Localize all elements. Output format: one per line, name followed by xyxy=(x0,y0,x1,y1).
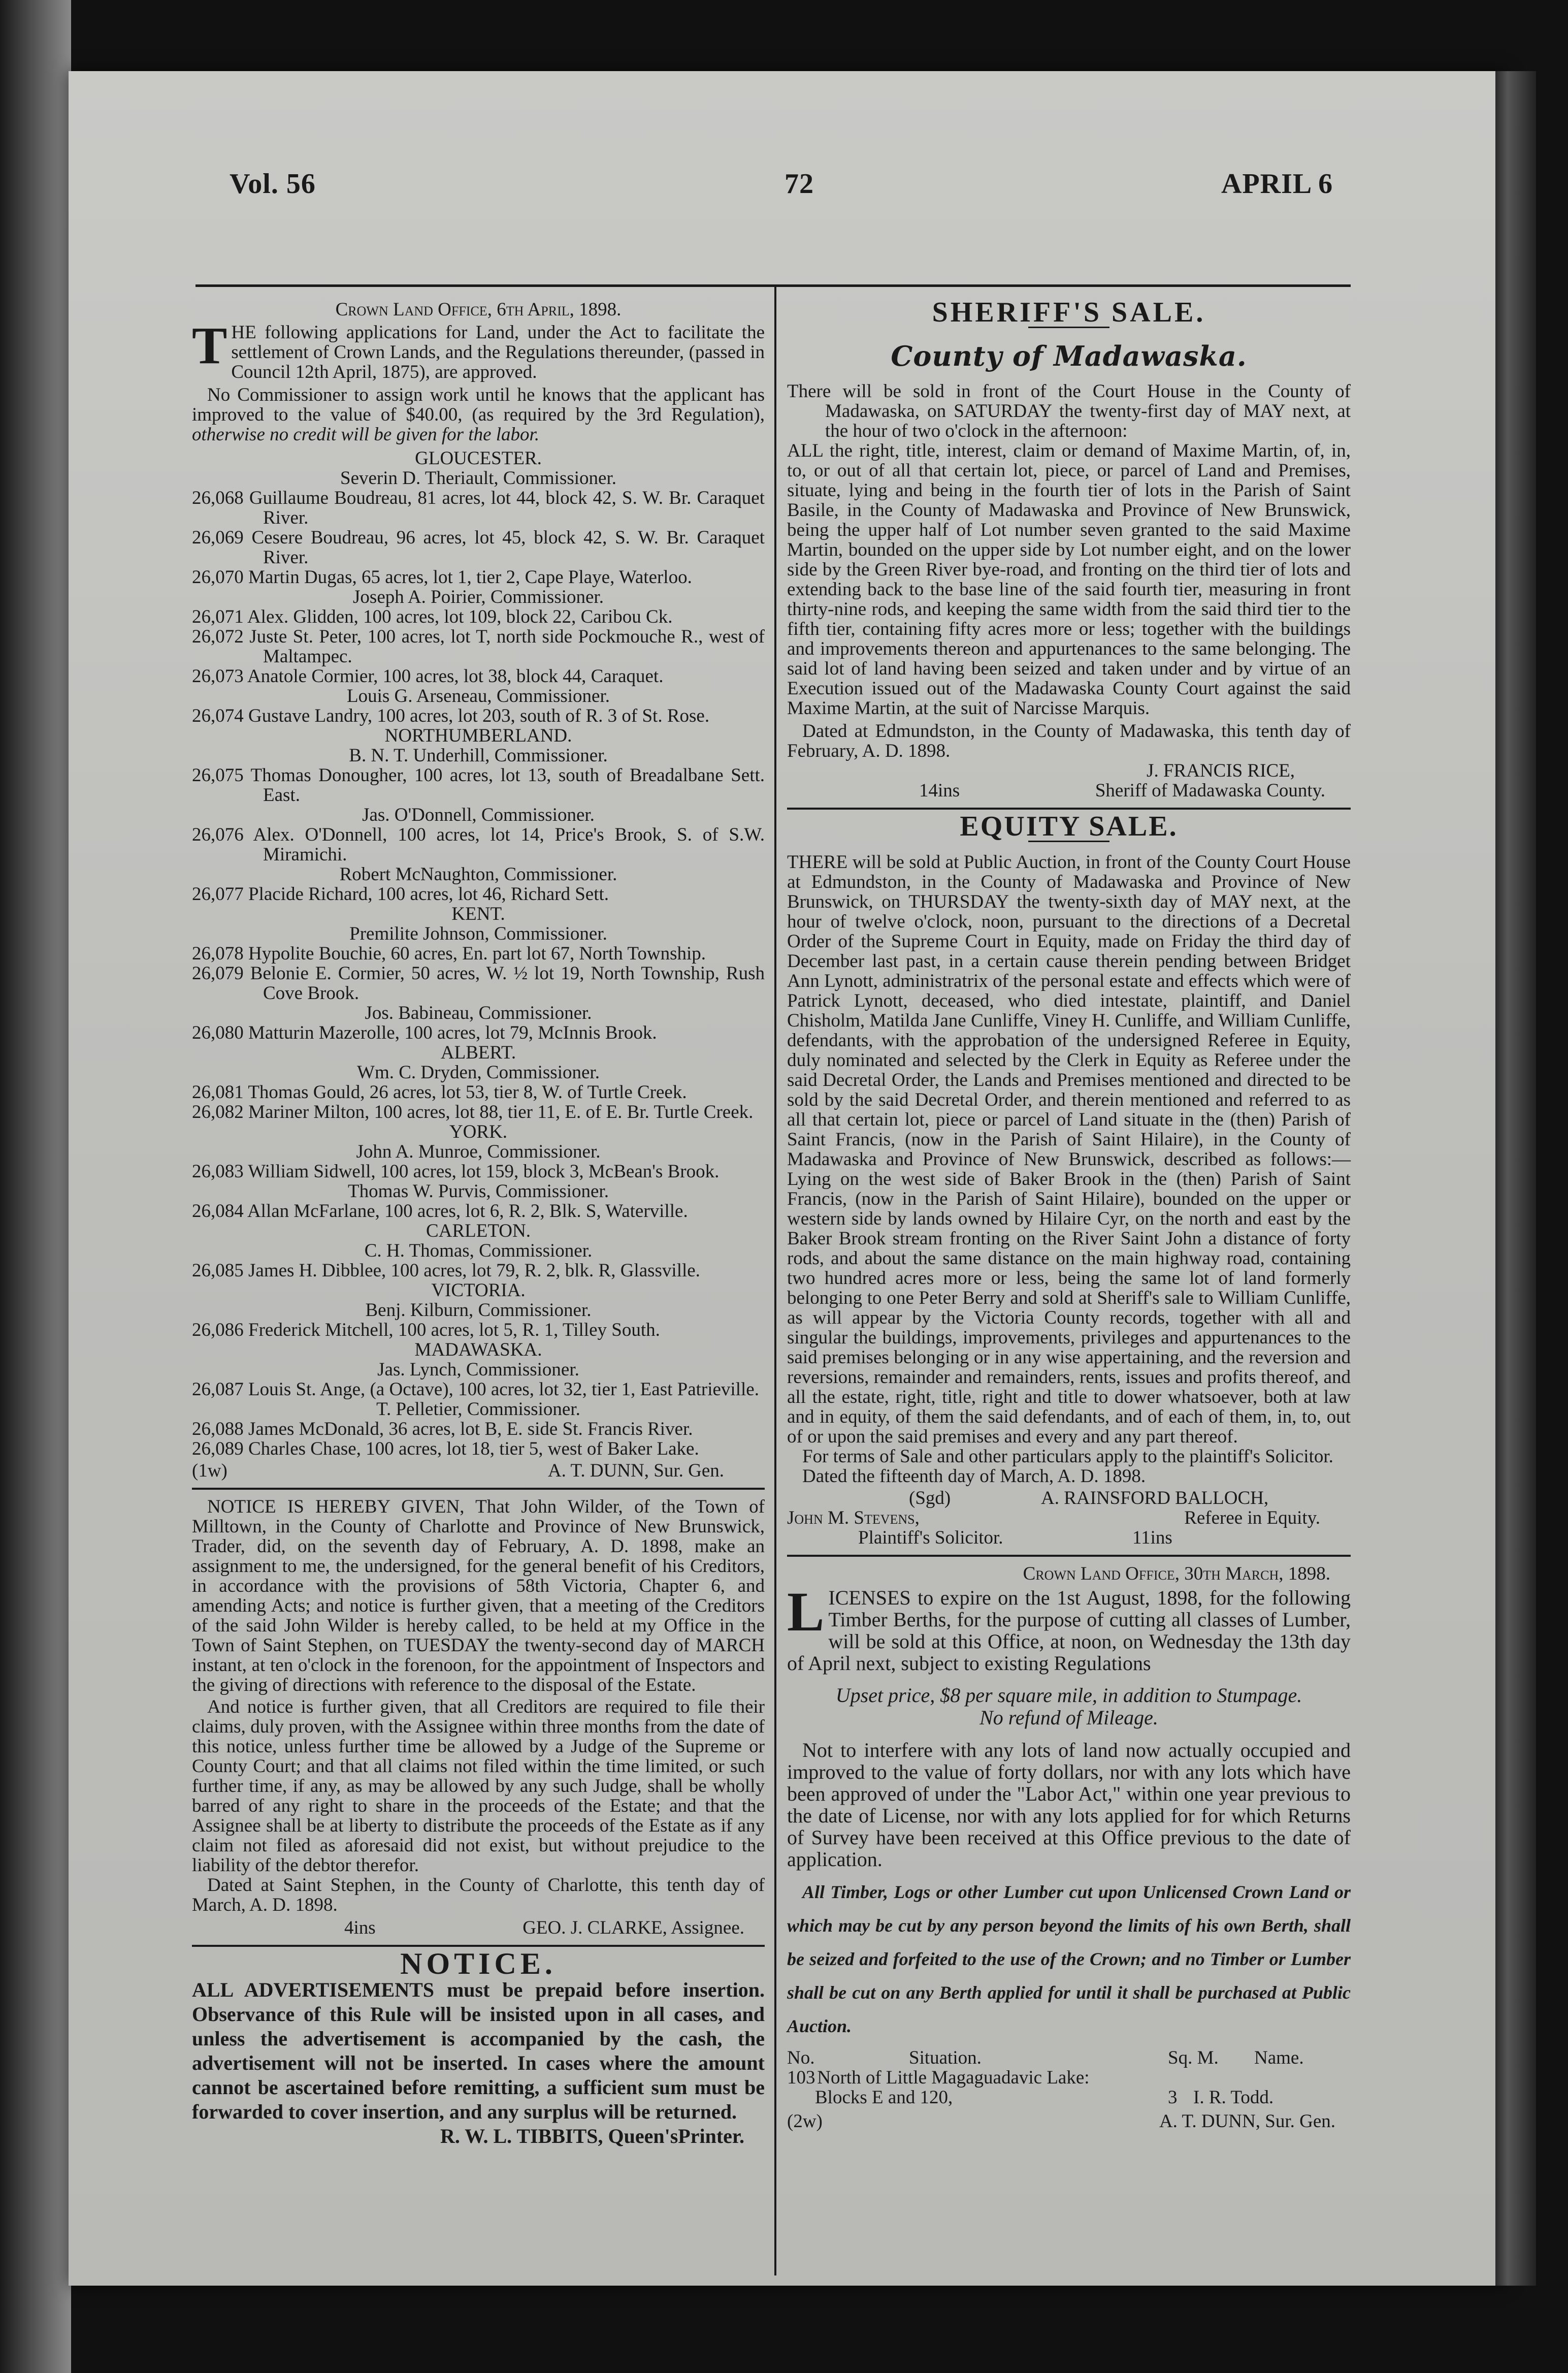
berth-name: I. R. Todd. xyxy=(1193,2087,1274,2108)
timber-intro xyxy=(787,1581,1351,1675)
land-application-entry: 26,081 Thomas Gould, 26 acres, lot 53, tier 8, W. of Turtle Creek. xyxy=(192,1082,687,1103)
equity-sale xyxy=(787,811,1351,1548)
scan-left-edge xyxy=(0,0,71,2373)
crown-land-timber-licenses xyxy=(787,1564,1351,2131)
sheriffs-sale-footer xyxy=(787,781,1351,800)
county-name: YORK. xyxy=(449,1121,508,1142)
col-no: No. xyxy=(787,2047,815,2068)
land-application-entry: 26,072 Juste St. Peter, 100 acres, lot T, north side Pockmouche R., west of Maltampec. xyxy=(192,626,765,667)
land-application-entry: 26,086 Frederick Mitchell, 100 acres, lot 5, R. 1, Tilley South. xyxy=(192,1320,660,1340)
drop-cap: T xyxy=(192,316,227,375)
section-rule xyxy=(787,1555,1351,1557)
col-sqm: Sq. M. xyxy=(1168,2047,1219,2068)
land-application-entry: 26,074 Gustave Landry, 100 acres, lot 203, south of R. 3 of St. Rose. xyxy=(192,706,710,726)
commissioner-name: Louis G. Arseneau, Commissioner. xyxy=(347,686,610,707)
crown-land-dateline: Crown Land Office, 6th April, 1898. xyxy=(335,299,622,320)
land-application-entry: 26,076 Alex. O'Donnell, 100 acres, lot 14, Price's Brook, S. of S.W. Miramichi. xyxy=(192,824,765,865)
signed-mark: (Sgd) xyxy=(909,1488,951,1509)
land-application-entry: 26,082 Mariner Milton, 100 acres, lot 88, tier 11, E. of E. Br. Turtle Creek. xyxy=(192,1102,754,1123)
equity-sale-title: EQUITY SALE. xyxy=(960,811,1178,842)
timber-intro-text: ICENSES to expire on the 1st August, 1898, for the following Timber Berths, for the purpose of cutting all classes of Lumber, will be sold at this Office, at noon, on Wednesday the 13th day of April next, subject to existing Regulations xyxy=(787,1586,1351,1675)
land-application-entry: 26,071 Alex. Glidden, 100 acres, lot 109, block 22, Caribou Ck. xyxy=(192,606,673,627)
county-name: KENT. xyxy=(451,904,505,924)
land-application-entry: 26,088 James McDonald, 36 acres, lot B, E. side St. Francis River. xyxy=(192,1419,693,1439)
berth-situation: North of Little Magaguadavic Lake: xyxy=(817,2067,1090,2088)
col-name: Name. xyxy=(1254,2047,1304,2068)
referee-line xyxy=(787,1488,1351,1508)
wilder-notice-para-1: NOTICE IS HEREBY GIVEN, That John Wilder, of the Town of Milltown, in the County of Charlotte and Province of New Brunswick, Trader, did, on the seventh day of February, A. D. 1898, make an assignment to me, the undersigned, for the general benefit of his Creditors, in accordance with the provisions of 58th Victoria, Chapter 6, and amending Acts; and notice is further given, that a meeting of the Creditors of the said John Wilder is hereby called, to be held at my Office in the Town of Saint Stephen, on TUESDAY the twenty-second day of MARCH instant, at ten o'clock in the forenoon, for the appointment of Inspectors and the giving of directions with reference to the disposal of the Estate. xyxy=(192,1496,765,1695)
scan-right-edge xyxy=(1495,71,1536,2286)
county-list xyxy=(192,448,765,1459)
timber-dateline: Crown Land Office, 30th March, 1898. xyxy=(1023,1563,1330,1584)
crown-land-intro xyxy=(192,316,765,382)
land-application-entry: 26,075 Thomas Donougher, 100 acres, lot 13, south of Breadalbane Sett. East. xyxy=(192,765,765,806)
commissioner-note xyxy=(192,385,765,444)
land-application-entry: 26,089 Charles Chase, 100 acres, lot 18, tier 5, west of Baker Lake. xyxy=(192,1438,699,1459)
notice-box xyxy=(192,1947,765,2147)
land-application-entry: 26,084 Allan McFarlane, 100 acres, lot 6, R. 2, Blk. S, Waterville. xyxy=(192,1201,688,1222)
left-column xyxy=(192,300,765,2146)
land-application-entry: 26,073 Anatole Cormier, 100 acres, lot 38, block 44, Caraquet. xyxy=(192,666,664,687)
commissioner-name: T. Pelletier, Commissioner. xyxy=(376,1399,580,1420)
land-application-entry: 26,085 James H. Dibblee, 100 acres, lot 79, R. 2, blk. R, Glassville. xyxy=(192,1260,700,1281)
berth-blocks: Blocks E and 120, xyxy=(815,2087,953,2108)
page-number: 72 xyxy=(785,168,814,200)
drop-cap: L xyxy=(787,1581,825,1643)
notice-body: ALL ADVERTISEMENTS must be prepaid before insertion. Observance of this Rule will be insisted upon in all cases, and unless the advertisement is accompanied by the cash, the advertisement will not be inserted. In cases where the amount cannot be ascertained before remitting, a sufficient sum must be forwarded to cover insertion, and any surplus will be returned. xyxy=(192,1978,765,2123)
sheriff-signature-title: Sheriff of Madawaska County. xyxy=(1095,780,1325,801)
county-name: GLOUCESTER. xyxy=(415,448,542,469)
commissioner-name: Benj. Kilburn, Commissioner. xyxy=(365,1300,592,1321)
commissioner-name: John A. Munroe, Commissioner. xyxy=(356,1141,601,1162)
solicitor-name: John M. Stevens, xyxy=(787,1508,920,1528)
commissioner-name: Jos. Babineau, Commissioner. xyxy=(365,1003,592,1023)
assignee-signature: GEO. J. CLARKE, Assignee. xyxy=(522,1917,744,1938)
wilder-assignment-notice xyxy=(192,1497,765,1938)
county-name: NORTHUMBERLAND. xyxy=(384,725,572,746)
crown-land-footer xyxy=(192,1461,765,1481)
berth-no: 103 xyxy=(787,2067,815,2088)
berth-table-row xyxy=(787,2068,1351,2107)
land-application-entry: 26,078 Hypolite Bouchie, 60 acres, En. part lot 67, North Township. xyxy=(192,943,706,964)
solicitor-title: Plaintiff's Solicitor. xyxy=(858,1527,1003,1548)
commissioner-name: Severin D. Theriault, Commissioner. xyxy=(340,468,616,489)
issue-date: APRIL 6 xyxy=(1221,168,1333,200)
land-application-entry: 26,068 Guillaume Boudreau, 81 acres, lot 44, block 42, S. W. Br. Caraquet River. xyxy=(192,488,765,528)
commissioner-name: Robert McNaughton, Commissioner. xyxy=(339,864,617,885)
insertion-mark: 4ins xyxy=(344,1917,376,1938)
equity-sale-terms: For terms of Sale and other particulars apply to the plaintiff's Solicitor. xyxy=(802,1446,1333,1467)
commissioner-name: Premilite Johnson, Commissioner. xyxy=(349,923,607,944)
land-application-entry: 26,079 Belonie E. Cormier, 50 acres, W. ½ lot 19, North Township, Rush Cove Brook. xyxy=(192,963,765,1004)
sheriffs-sale-body: ALL the right, title, interest, claim or demand of Maxime Martin, of, in, to, or out of all that certain lot, piece, or parcel of Land and Premises, situate, lying and being in the fourth tier of lots in the Parish of Saint Basile, in the County of Madawaska and Province of New Brunswick, being the upper half of Lot number seven granted to the said Maxime Martin, bounded on the upper side by Lot number eight, and on the lower side by the Green River bye-road, and fronting on the third tier of lots and extending back to the base line of the said fourth tier, measuring in front thirty-nine rods, and keeping the same width from the said third tier to the fifth tier, containing fifty acres more or less; together with the buildings and improvements thereon and appurtenances to the same belonging. The said lot of land having been seized and taken under and by virtue of an Execution issued out of the Madawaska County Court against the said Maxime Martin, at the suit of Narcisse Marquis. xyxy=(787,440,1351,719)
section-rule xyxy=(192,1488,765,1490)
wilder-notice-footer xyxy=(192,1918,765,1938)
sheriff-signature-name: J. FRANCIS RICE, xyxy=(1147,760,1295,781)
insertion-mark: (1w) xyxy=(192,1460,227,1481)
county-name: MADAWASKA. xyxy=(414,1339,542,1360)
sheriffs-sale xyxy=(787,297,1351,801)
land-application-entry: 26,070 Martin Dugas, 65 acres, lot 1, tier 2, Cape Playe, Waterloo. xyxy=(192,567,692,588)
commissioner-name: Wm. C. Dryden, Commissioner. xyxy=(357,1062,600,1083)
county-name: ALBERT. xyxy=(440,1042,516,1063)
commissioner-note-italic: otherwise no credit will be given for the labor. xyxy=(192,424,540,445)
col-situation: Situation. xyxy=(909,2047,982,2068)
commissioner-note-text: No Commissioner to assign work until he knows that the applicant has improved to the value of $40.00, (as required by the 3rd Regulation), xyxy=(192,384,765,425)
wilder-notice-para-2: And notice is further given, that all Creditors are required to file their claims, duly proven, with the Assignee within three months from the date of this notice, unless further time be allowed by a Judge of the Supreme or County Court; and that all claims not filed within the time limited, or such further time, if any, as may be allowed by any such Judge, shall be wholly barred of any right to share in the proceeds of the Estate; and that the Assignee shall be at liberty to distribute the proceeds of the Estate as if any claim not filed as aforesaid did not exist, but without prejudice to the liability of the debtor therefor. xyxy=(192,1696,765,1876)
timber-footer xyxy=(787,2111,1351,2131)
commissioner-name: Jas. O'Donnell, Commissioner. xyxy=(362,805,595,825)
commissioner-name: Thomas W. Purvis, Commissioner. xyxy=(348,1181,609,1202)
berth-table-header xyxy=(787,2048,1351,2068)
land-application-entry: 26,087 Louis St. Ange, (a Octave), 100 acres, lot 32, tier 1, East Patrieville. xyxy=(192,1379,759,1400)
unlicensed-timber-warning: All Timber, Logs or other Lumber cut upon Unlicensed Crown Land or which may be cut by any person beyond the limits of his own Berth, shall be seized and forfeited to the use of the Crown; and no Timber or Lumber shall be cut on any Berth applied for until it shall be purchased at Public Auction. xyxy=(787,1882,1351,2036)
commissioner-name: Joseph A. Poirier, Commissioner. xyxy=(353,587,604,607)
sheriffs-sale-dated: Dated at Edmundston, in the County of Madawaska, this tenth day of February, A. D. 1898. xyxy=(787,721,1351,761)
commissioner-name: C. H. Thomas, Commissioner. xyxy=(364,1240,593,1261)
volume-number: Vol. 56 xyxy=(230,168,316,200)
timber-conditions: Not to interfere with any lots of land now actually occupied and improved to the value of forty dollars, nor with any lots which have been approved of under the "Labor Act," within one year previous to the date of License, nor with any lots applied for for which Returns of Survey have been received at this Office previous to the date of application. xyxy=(787,1739,1351,1871)
county-heading: County of Madawaska. xyxy=(891,340,1247,372)
land-application-entry: 26,069 Cesere Boudreau, 96 acres, lot 45, block 42, S. W. Br. Caraquet River. xyxy=(192,527,765,568)
wilder-notice-dated: Dated at Saint Stephen, in the County of Charlotte, this tenth day of March, A. D. 1898. xyxy=(192,1875,765,1915)
surveyor-general-signature: A. T. DUNN, Sur. Gen. xyxy=(547,1460,724,1481)
commissioner-name: B. N. T. Underhill, Commissioner. xyxy=(349,745,608,766)
crown-land-intro-text: HE following applications for Land, under the Act to facilitate the settlement of Crown Lands, and the Regulations thereunder, (passed in Council 12th April, 1875), are approved. xyxy=(231,322,765,382)
no-refund: No refund of Mileage. xyxy=(979,1706,1158,1729)
solicitor-title-line xyxy=(787,1528,1351,1548)
equity-sale-dated: Dated the fifteenth day of March, A. D. 1898. xyxy=(802,1466,1146,1487)
commissioner-name: Jas. Lynch, Commissioner. xyxy=(377,1359,579,1380)
land-application-entry: 26,077 Placide Richard, 100 acres, lot 46, Richard Sett. xyxy=(192,884,609,905)
insertion-mark: (2w) xyxy=(787,2111,823,2132)
county-name: CARLETON. xyxy=(426,1221,531,1241)
solicitor-line xyxy=(787,1508,1351,1528)
upset-price: Upset price, $8 per square mile, in addition to Stumpage. xyxy=(835,1684,1302,1707)
header-rule xyxy=(195,284,1351,287)
sheriffs-sale-title: SHERIFF'S SALE. xyxy=(932,297,1206,328)
right-column xyxy=(787,297,1351,2132)
land-application-entry: 26,080 Matturin Mazerolle, 100 acres, lot 79, McInnis Brook. xyxy=(192,1022,657,1043)
surveyor-general-signature: A. T. DUNN, Sur. Gen. xyxy=(1159,2111,1335,2132)
berth-sqm: 3 xyxy=(1168,2087,1178,2108)
queens-printer-signature: R. W. L. TIBBITS, Queen'sPrinter. xyxy=(440,2125,744,2147)
section-rule xyxy=(787,808,1351,810)
insertion-mark: 14ins xyxy=(919,780,960,801)
referee-title: Referee in Equity. xyxy=(1184,1508,1320,1528)
county-name: VICTORIA. xyxy=(431,1280,526,1301)
referee-name: A. RAINSFORD BALLOCH, xyxy=(1041,1488,1269,1509)
notice-title: NOTICE. xyxy=(400,1947,557,1980)
sheriffs-sale-intro: There will be sold in front of the Court House in the County of Madawaska, on SATURDAY the twenty-first day of MAY next, at the hour of two o'clock in the afternoon: xyxy=(787,381,1351,441)
equity-sale-body: THERE will be sold at Public Auction, in front of the County Court House at Edmundston, in the County of Madawaska and Province of New Brunswick, on THURSDAY the twenty-sixth day of MAY next, at the hour of twelve o'clock, noon, pursuant to the directions of a Decretal Order of the Supreme Court in Equity, made on Friday the third day of December last past, in a certain cause therein pending between Bridget Ann Lynott, administratrix of the personal estate and effects which were of Patrick Lynott, deceased, who died intestate, plaintiff, and Daniel Chisholm, Matilda Jane Cunliffe, Viney H. Cunliffe, and William Cunliffe, defendants, with the approbation of the undersigned Referee in Equity, duly nominated and selected by the Clerk in Equity as Referee under the said Decretal Order, the Lands and Premises mentioned and directed to be sold by the said Decretal Order, and therein mentioned and referred to as all that certain lot, piece or parcel of Land situate in the (then) Parish of Saint Francis, (now in the Parish of Saint Hilaire), in the County of Madawaska and Province of New Brunswick, described as follows:—Lying on the west side of Baker Brook in the (then) Parish of Saint Francis, (now in the Parish of Saint Hilaire), bounded on the upper or western side by lands owned by Hilaire Cyr, on the north and east by the Baker Brook stream fronting on the River Saint John a distance of forty rods, and about the same distance on the main highway road, containing two hundred acres more or less, being the same lot of land formerly belonging to one Peter Berry and sold at Sheriff's sale to William Cunliffe, as will appear by the Victoria County records, together with all and singular the buildings, improvements, privileges and appurtenances to the said premises belonging or in any wise appertaining, and the reversion and reversions, remainder and remainders, rents, issues and profits thereof, and all the estate, right, title, right and title to dower whatsoever, both at law and in equity, of them the said defendants, and of each of them, in, to, out of or upon the said premises and every and any part thereof. xyxy=(787,852,1351,1447)
land-application-entry: 26,083 William Sidwell, 100 acres, lot 159, block 3, McBean's Brook. xyxy=(192,1161,720,1182)
insertion-mark: 11ins xyxy=(1132,1527,1172,1548)
column-divider xyxy=(774,284,776,2275)
